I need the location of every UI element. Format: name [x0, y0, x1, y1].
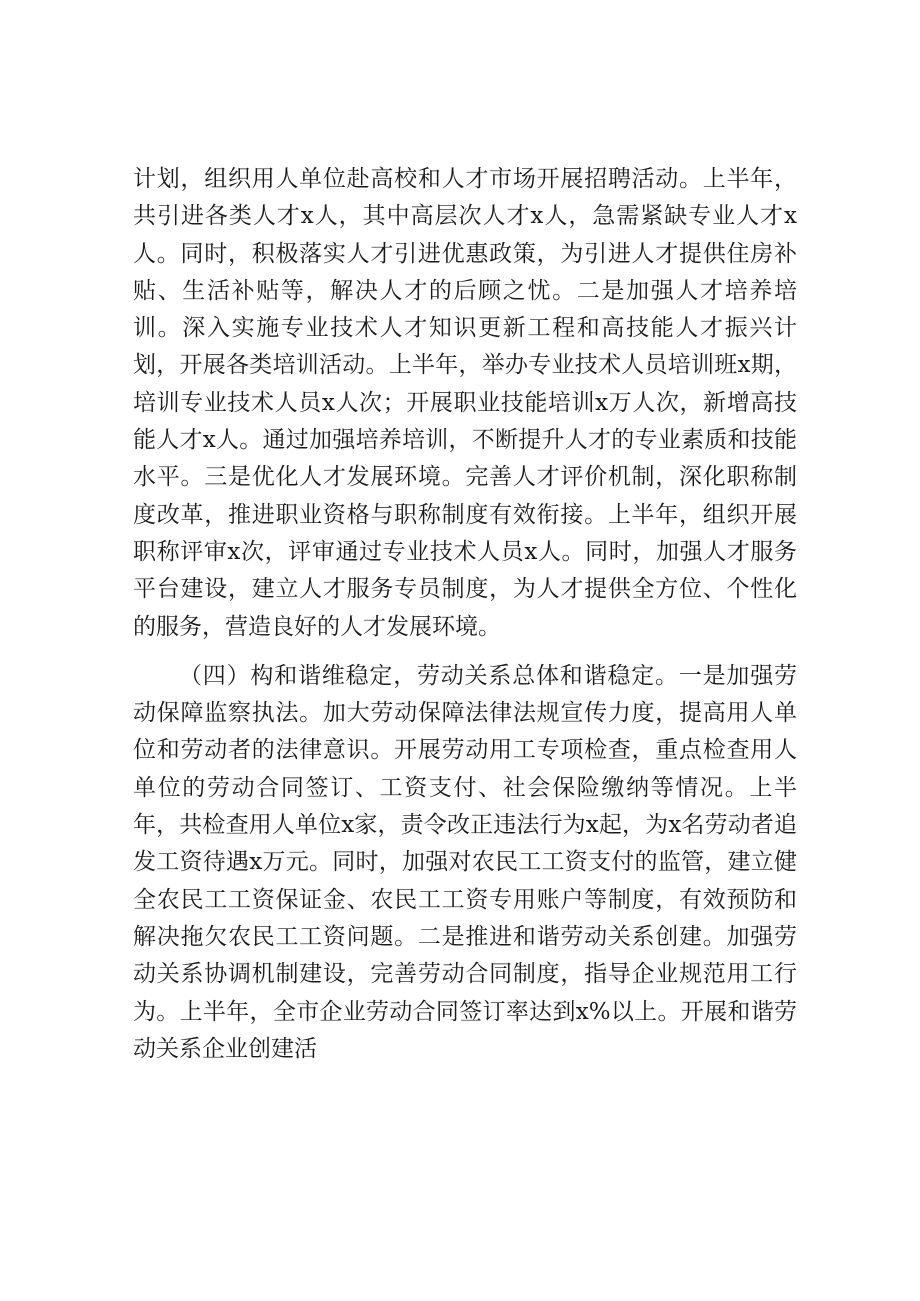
document-body [133, 161, 797, 1068]
paragraph-talent-work-continued: 计划，组织用人单位赴高校和人才市场开展招聘活动。上半年，共引进各类人才x人，其中高层次人才x人，急需紧缺专业人才x人。同时，积极落实人才引进优惠政策，为引进人才提供住房补贴、生活补贴等，解决人才的后顾之忧。二是加强人才培养培训。深入实施专业技术人才知识更新工程和高技能人才振兴计划，开展各类培训活动。上半年，举办专业技术人员培训班x期，培训专业技术人员x人次；开展职业技能培训x万人次，新增高技能人才x人。通过加强培养培训，不断提升人才的专业素质和技能水平。三是优化人才发展环境。完善人才评价机制，深化职称制度改革，推进职业资格与职称制度有效衔接。上半年，组织开展职称评审x次，评审通过专业技术人员x人。同时，加强人才服务平台建设，建立人才服务专员制度，为人才提供全方位、个性化的服务，营造良好的人才发展环境。 [133, 166, 797, 640]
paragraph-labor-relations: （四）构和谐维稳定，劳动关系总体和谐稳定。一是加强劳动保障监察执法。加大劳动保障法律法规宣传力度，提高用人单位和劳动者的法律意识。开展劳动用工专项检查，重点检查用人单位的劳动合同签订、工资支付、社会保险缴纳等情况。上半年，共检查用人单位x家，责令改正违法行为x起，为x名劳动者追发工资待遇x万元。同时，加强对农民工工资支付的监管，建立健全农民工工资保证金、农民工工资专用账户等制度，有效预防和解决拖欠农民工工资问题。二是推进和谐劳动关系创建。加强劳动关系协调机制建设，完善劳动合同制度，指导企业规范用工行为。上半年，全市企业劳动合同签订率达到x%以上。开展和谐劳动关系企业创建活 [133, 662, 797, 1062]
